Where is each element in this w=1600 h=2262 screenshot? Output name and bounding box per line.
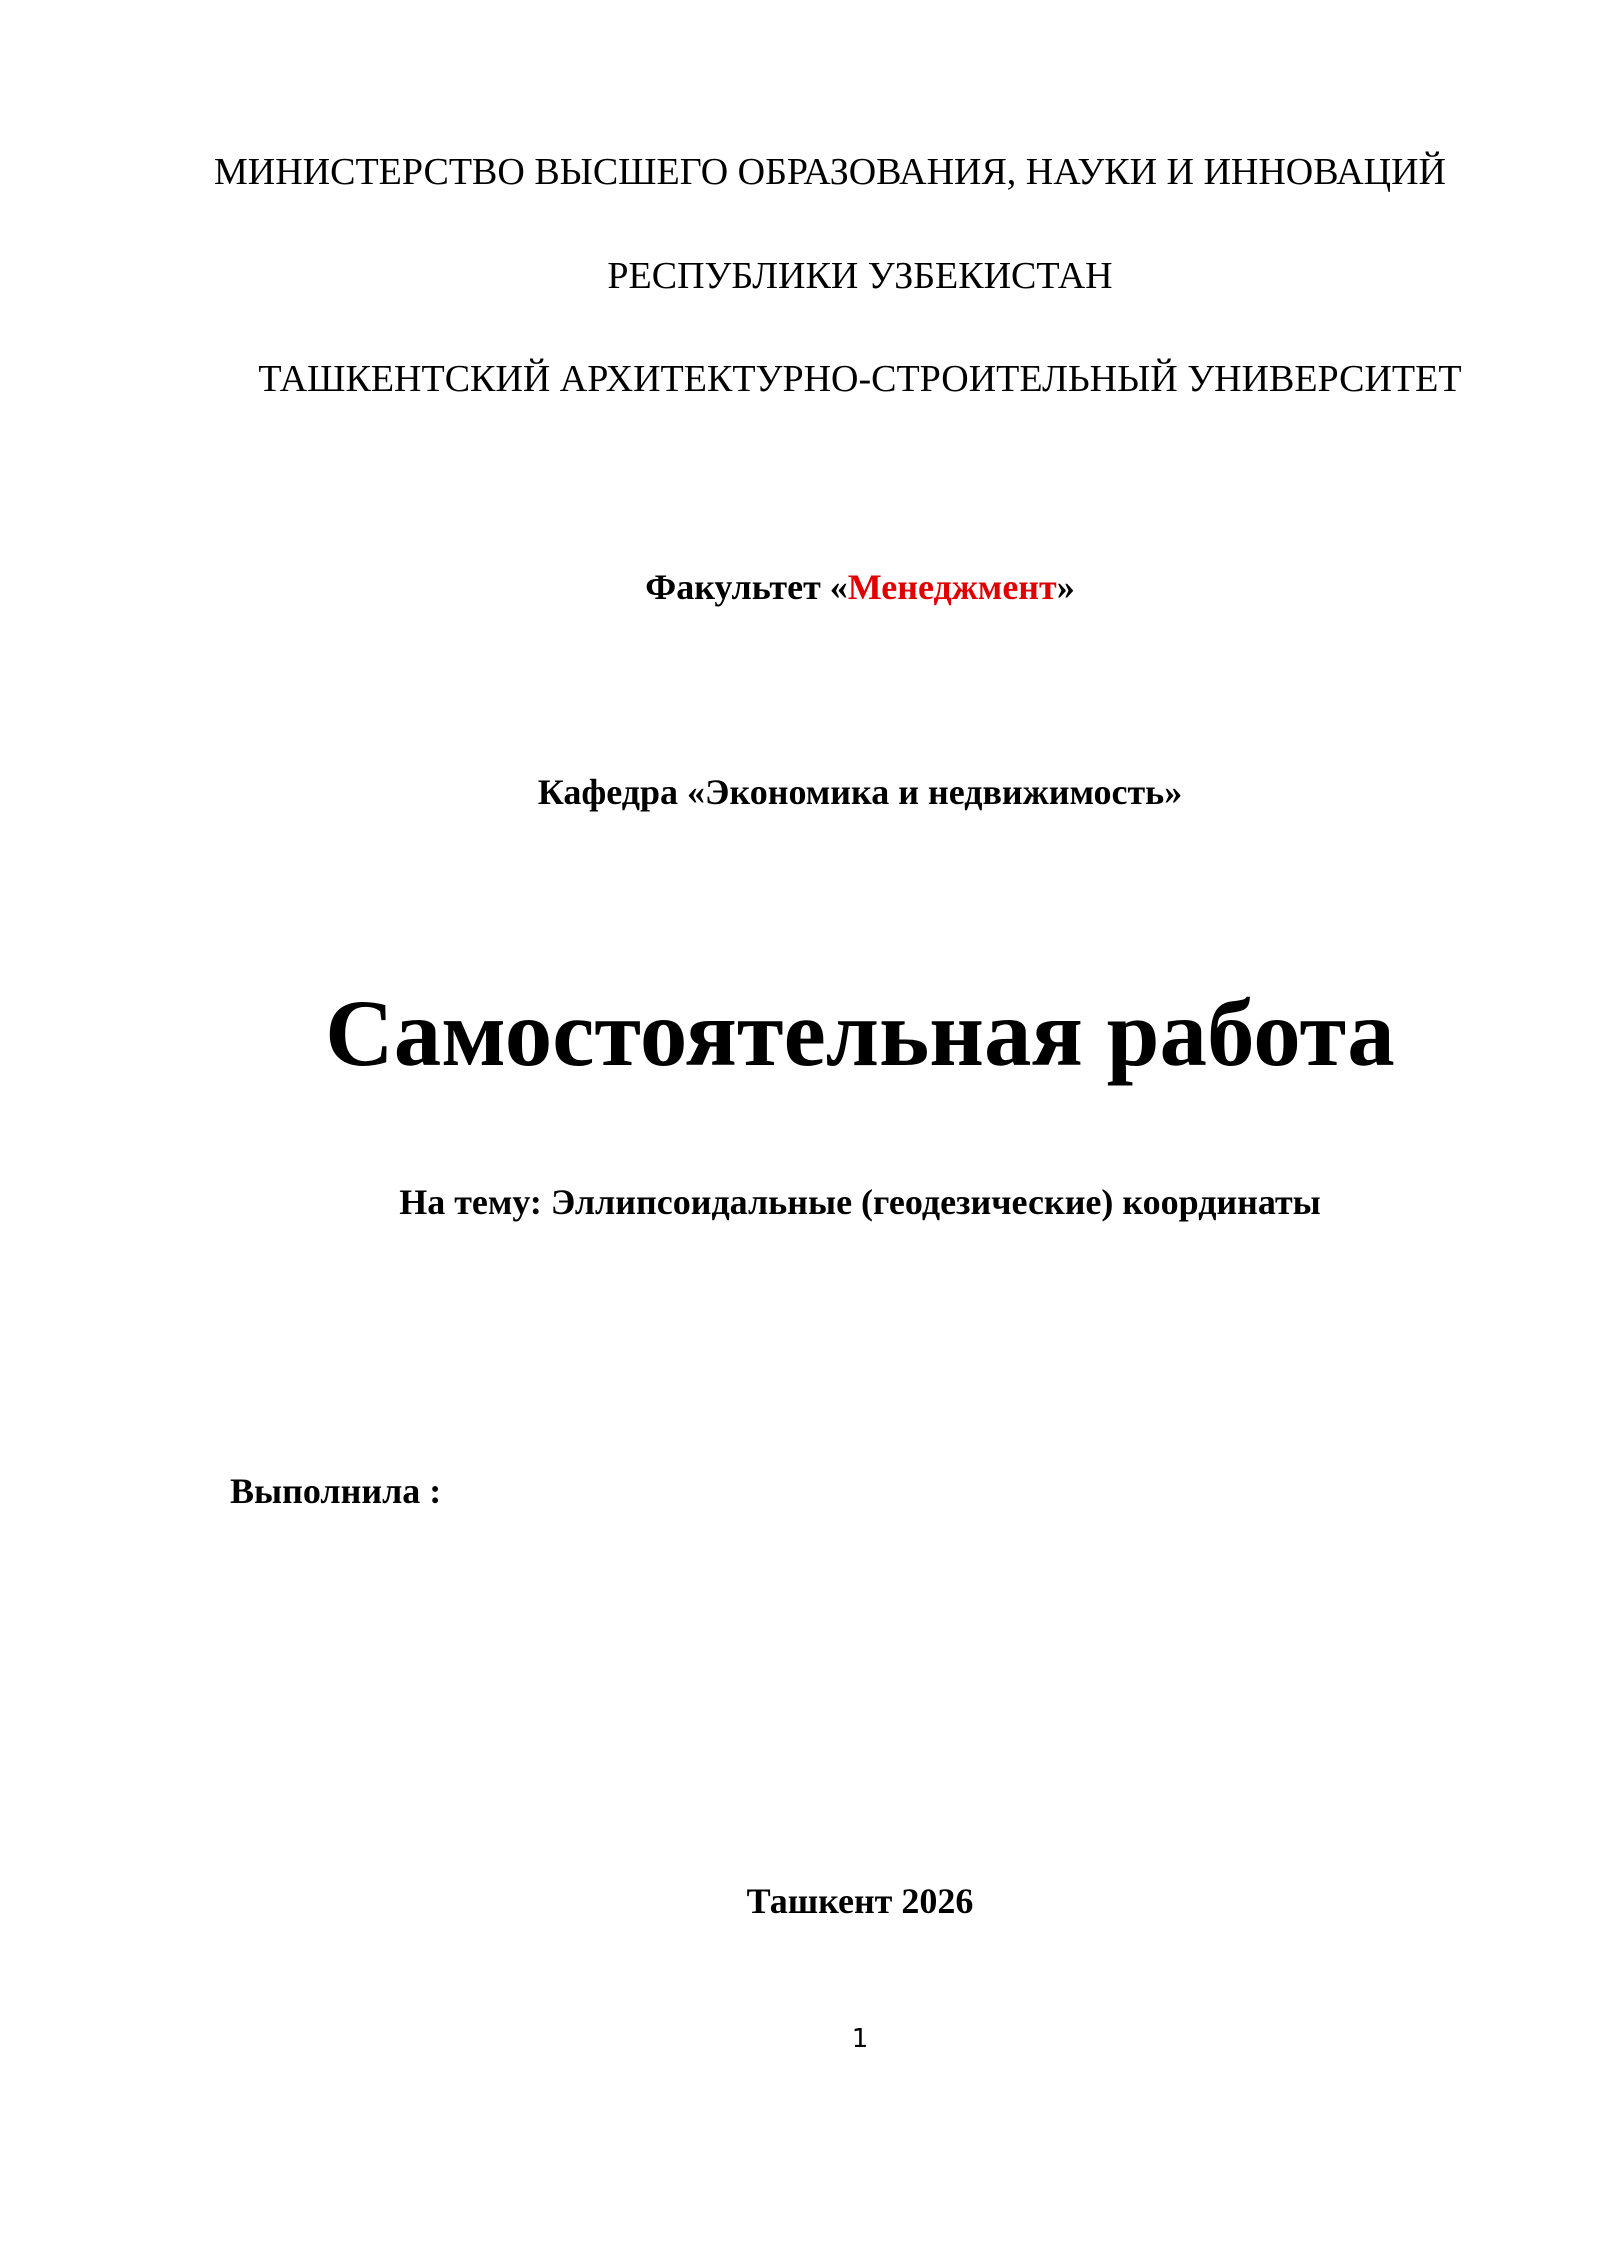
- faculty-name: Менеджмент: [847, 567, 1057, 607]
- ministry-line-2: РЕСПУБЛИКИ УЗБЕКИСТАН: [607, 255, 1113, 297]
- ministry-line-1: МИНИСТЕРСТВО ВЫСШЕГО ОБРАЗОВАНИЯ, НАУКИ И ИННОВАЦИЙ: [214, 151, 1446, 193]
- document-title: Самостоятельная работа: [325, 980, 1395, 1086]
- author-label: Выполнила :: [230, 1471, 442, 1511]
- faculty-prefix: Факультет «: [645, 567, 848, 607]
- university-name: ТАШКЕНТСКИЙ АРХИТЕКТУРНО-СТРОИТЕЛЬНЫЙ УНИВЕРСИТЕТ: [258, 358, 1462, 400]
- department-line: Кафедра «Экономика и недвижимость»: [537, 772, 1183, 812]
- page-number: 1: [851, 2024, 869, 2054]
- city-year: Ташкент 2026: [746, 1881, 974, 1921]
- faculty-line: [60, 566, 1600, 608]
- topic-line: На тему: Эллипсоидальные (геодезические) координаты: [399, 1182, 1321, 1222]
- faculty-suffix: »: [1056, 567, 1075, 607]
